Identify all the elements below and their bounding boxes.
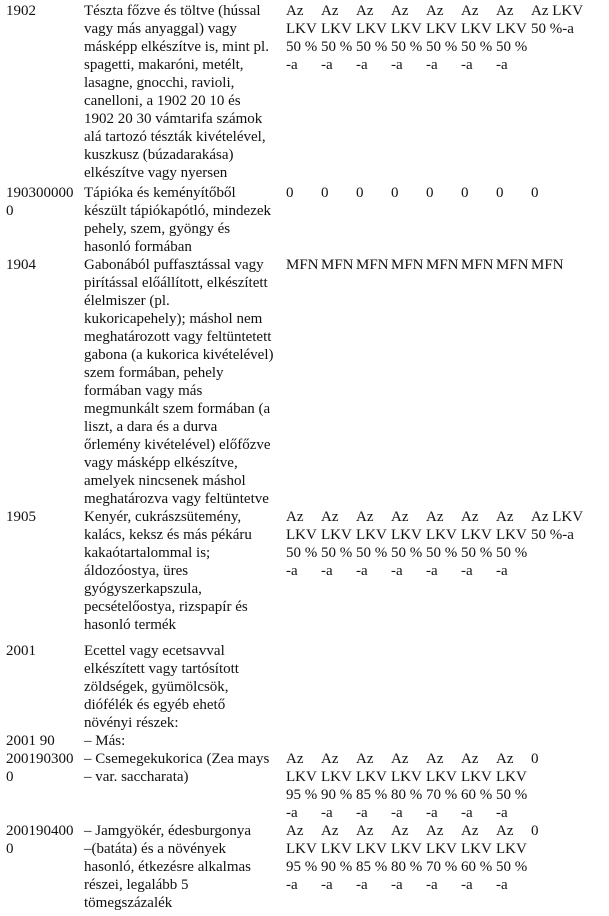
text-line: Tápióka és keményítőből xyxy=(84,185,236,201)
text-line: 70 % xyxy=(426,787,458,803)
rate-cell xyxy=(461,822,492,894)
text-line: LKV xyxy=(321,527,352,543)
rate-cell xyxy=(356,822,387,894)
tariff-description xyxy=(84,184,284,256)
rate-cell xyxy=(391,508,422,580)
text-line: Az xyxy=(496,751,514,767)
text-line: 0 xyxy=(531,185,539,201)
text-line: 50 % xyxy=(461,545,493,561)
rate-cell xyxy=(496,508,527,580)
tariff-description xyxy=(84,2,284,182)
text-line: -a xyxy=(496,57,508,73)
text-line: Az xyxy=(461,751,479,767)
text-line: – Jamgyökér, édesburgonya xyxy=(84,823,251,839)
text-line: 1902 xyxy=(6,3,36,19)
text-line: Az LKV xyxy=(531,3,584,19)
text-line: LKV xyxy=(496,841,527,857)
text-line: megmunkált szem formában (a xyxy=(84,401,271,417)
text-line: kalács, keksz és más pékáru xyxy=(84,527,252,543)
text-line: LKV xyxy=(286,527,317,543)
tariff-description xyxy=(84,732,284,750)
text-line: hasonló termék xyxy=(84,617,177,633)
text-line: pehely, szem, gyöngy és xyxy=(84,221,231,237)
text-line: Az xyxy=(356,3,374,19)
text-line: -a xyxy=(461,877,473,893)
text-line: LKV xyxy=(321,841,352,857)
tariff-description xyxy=(84,750,284,786)
text-line: Az xyxy=(321,509,339,525)
text-line: tömegszázalék xyxy=(84,895,173,911)
text-line: Az xyxy=(461,823,479,839)
rate-cell xyxy=(426,2,457,74)
text-line: -a xyxy=(321,805,333,821)
rate-cell xyxy=(286,508,317,580)
text-line: -a xyxy=(286,563,298,579)
text-line: 0 xyxy=(531,823,539,839)
rate-cell xyxy=(461,750,492,822)
text-line: formában vagy más xyxy=(84,383,203,399)
text-line: Az xyxy=(426,751,444,767)
rate-cell xyxy=(356,750,387,822)
rate-cell xyxy=(531,822,539,840)
rate-cell xyxy=(321,2,352,74)
text-line: Az xyxy=(391,823,409,839)
text-line: vagy másképp elkészítve, xyxy=(84,455,238,471)
text-line: 50 % xyxy=(496,39,528,55)
text-line: 50 % xyxy=(496,787,528,803)
text-line: LKV xyxy=(461,527,492,543)
text-line: 90 % xyxy=(321,787,353,803)
text-line: -a xyxy=(391,57,403,73)
text-line: Az xyxy=(321,751,339,767)
text-line: meghatározott vagy feltüntetett xyxy=(84,329,272,345)
text-line: -a xyxy=(356,563,368,579)
text-line: részei, legalább 5 xyxy=(84,877,189,893)
text-line: Az LKV xyxy=(531,509,584,525)
rate-cell xyxy=(391,184,399,202)
rate-cell xyxy=(426,184,434,202)
text-line: Az xyxy=(321,823,339,839)
rate-cell xyxy=(496,2,527,74)
text-line: -a xyxy=(426,57,438,73)
text-line: LKV xyxy=(426,527,457,543)
text-line: 1905 xyxy=(6,509,36,525)
text-line: növényi részek: xyxy=(84,715,179,731)
rate-cell xyxy=(496,256,529,274)
text-line: MFN xyxy=(426,257,459,273)
text-line: spagetti, makaróni, metélt, xyxy=(84,57,244,73)
text-line: -a xyxy=(496,563,508,579)
rate-cell xyxy=(321,508,352,580)
text-line: Az xyxy=(426,823,444,839)
text-line: -a xyxy=(496,805,508,821)
text-line: 95 % xyxy=(286,859,318,875)
text-line: – var. saccharata) xyxy=(84,769,189,785)
text-line: szem formában, pehely xyxy=(84,365,224,381)
text-line: -a xyxy=(461,57,473,73)
rate-cell xyxy=(496,184,504,202)
text-line: 2001 90 xyxy=(6,733,55,749)
text-line: LKV xyxy=(426,841,457,857)
text-line: 50 % xyxy=(391,39,423,55)
text-line: -a xyxy=(496,877,508,893)
text-line: LKV xyxy=(286,769,317,785)
text-line: 80 % xyxy=(391,787,423,803)
text-line: elkészítve vagy nyersen xyxy=(84,165,228,181)
text-line: -a xyxy=(321,563,333,579)
text-line: LKV xyxy=(496,21,527,37)
text-line: 50 % xyxy=(321,545,353,561)
text-line: -a xyxy=(286,57,298,73)
text-line: 50 % xyxy=(426,545,458,561)
text-line: 50 % xyxy=(496,545,528,561)
text-line: pecsételőostya, rizspapír és xyxy=(84,599,248,615)
text-line: 50 % xyxy=(426,39,458,55)
text-line: MFN xyxy=(321,257,354,273)
text-line: 50 % xyxy=(391,545,423,561)
text-line: kakaótartalommal is; xyxy=(84,545,211,561)
text-line: -a xyxy=(356,57,368,73)
text-line: Az xyxy=(286,3,304,19)
text-line: 0 xyxy=(461,185,469,201)
rate-cell xyxy=(286,750,317,822)
text-line: LKV xyxy=(356,527,387,543)
tariff-description xyxy=(84,508,284,634)
tariff-code xyxy=(6,732,84,750)
text-line: 0 xyxy=(6,203,14,219)
text-line: 1902 20 30 vámtarifa számok xyxy=(84,111,263,127)
text-line: vagy más anyaggal) vagy xyxy=(84,21,237,37)
text-line: LKV xyxy=(286,841,317,857)
text-line: amelyek nincsenek máshol xyxy=(84,473,246,489)
text-line: 95 % xyxy=(286,787,318,803)
text-line: 60 % xyxy=(461,787,493,803)
rate-cell xyxy=(426,822,457,894)
text-line: -a xyxy=(356,877,368,893)
text-line: hasonló, étkezésre alkalmas xyxy=(84,859,252,875)
text-line: készült tápiókapótló, mindezek xyxy=(84,203,272,219)
text-line: Kenyér, cukrászsütemény, xyxy=(84,509,242,525)
text-line: LKV xyxy=(391,527,422,543)
text-line: diófélék és egyéb ehető xyxy=(84,697,226,713)
text-line: MFN xyxy=(496,257,529,273)
text-line: Az xyxy=(286,751,304,767)
text-line: MFN xyxy=(286,257,319,273)
text-line: 90 % xyxy=(321,859,353,875)
text-line: -a xyxy=(426,805,438,821)
rate-cell xyxy=(391,2,422,74)
text-line: 85 % xyxy=(356,859,388,875)
text-line: 50 % xyxy=(496,859,528,875)
text-line: liszt, a dara és a durva xyxy=(84,419,218,435)
text-line: -a xyxy=(286,805,298,821)
rate-cell xyxy=(391,256,424,274)
text-line: 50 %-a xyxy=(531,527,574,543)
text-line: Az xyxy=(496,823,514,839)
text-line: 70 % xyxy=(426,859,458,875)
text-line: Gabonából puffasztással vagy xyxy=(84,257,264,273)
text-line: 0 xyxy=(496,185,504,201)
text-line: gabona (a kukorica kivételével) xyxy=(84,347,274,363)
text-line: LKV xyxy=(321,21,352,37)
text-line: Az xyxy=(461,509,479,525)
text-line: -a xyxy=(356,805,368,821)
tariff-code xyxy=(6,642,84,660)
text-line: LKV xyxy=(391,21,422,37)
rate-cell xyxy=(426,256,459,274)
tariff-code xyxy=(6,256,84,274)
text-line: Az xyxy=(391,3,409,19)
rate-cell xyxy=(356,2,387,74)
rate-cell xyxy=(496,750,527,822)
text-line: 200190400 xyxy=(6,823,74,839)
text-line: zöldségek, gyümölcsök, xyxy=(84,679,229,695)
text-line: 50 %-a xyxy=(531,21,574,37)
rate-cell xyxy=(321,256,354,274)
text-line: Az xyxy=(286,509,304,525)
text-line: -a xyxy=(426,563,438,579)
text-line: 200190300 xyxy=(6,751,74,767)
text-line: másképp elkészítve is, mint pl. xyxy=(84,39,269,55)
text-line: 0 xyxy=(286,185,294,201)
rate-cell xyxy=(496,822,527,894)
tariff-code xyxy=(6,750,84,786)
text-line: -a xyxy=(391,877,403,893)
rate-cell xyxy=(461,256,494,274)
text-line: canelloni, a 1902 20 10 és xyxy=(84,93,241,109)
rate-cell xyxy=(531,750,539,768)
rate-cell xyxy=(531,184,539,202)
text-line: MFN xyxy=(461,257,494,273)
text-line: -a xyxy=(461,805,473,821)
tariff-description xyxy=(84,642,284,732)
text-line: LKV xyxy=(496,527,527,543)
text-line: LKV xyxy=(391,769,422,785)
tariff-code xyxy=(6,822,84,858)
tariff-description xyxy=(84,256,284,508)
text-line: 0 xyxy=(356,185,364,201)
text-line: LKV xyxy=(321,769,352,785)
text-line: 85 % xyxy=(356,787,388,803)
text-line: kuszkusz (búzadarakása) xyxy=(84,147,234,163)
text-line: 50 % xyxy=(286,545,318,561)
text-line: 50 % xyxy=(356,39,388,55)
text-line: 0 xyxy=(531,751,539,767)
tariff-description xyxy=(84,822,284,912)
text-line: 0 xyxy=(391,185,399,201)
text-line: – Csemegekukorica (Zea mays xyxy=(84,751,270,767)
rate-cell xyxy=(321,822,352,894)
text-line: LKV xyxy=(356,769,387,785)
text-line: Az xyxy=(286,823,304,839)
rate-cell xyxy=(426,508,457,580)
tariff-code xyxy=(6,184,84,220)
text-line: LKV xyxy=(286,21,317,37)
text-line: LKV xyxy=(461,769,492,785)
text-line: 0 xyxy=(426,185,434,201)
text-line: -a xyxy=(391,563,403,579)
text-line: alá tartozó tészták kivételével, xyxy=(84,129,266,145)
text-line: 1904 xyxy=(6,257,36,273)
text-line: 190300000 xyxy=(6,185,74,201)
rate-cell xyxy=(286,184,294,202)
text-line: -a xyxy=(321,877,333,893)
text-line: LKV xyxy=(496,769,527,785)
text-line: Az xyxy=(391,509,409,525)
text-line: –(batáta) és a növények xyxy=(84,841,227,857)
text-line: Az xyxy=(356,823,374,839)
text-line: Az xyxy=(426,3,444,19)
text-line: 80 % xyxy=(391,859,423,875)
text-line: LKV xyxy=(461,21,492,37)
rate-cell xyxy=(461,508,492,580)
rate-cell xyxy=(286,256,319,274)
text-line: Az xyxy=(356,751,374,767)
rate-cell xyxy=(531,2,583,38)
rate-cell xyxy=(461,2,492,74)
text-line: őrlemény kivételével) előfőzve xyxy=(84,437,271,453)
text-line: 50 % xyxy=(286,39,318,55)
text-line: Az xyxy=(496,509,514,525)
text-line: Az xyxy=(356,509,374,525)
rate-cell xyxy=(461,184,469,202)
tariff-code xyxy=(6,508,84,526)
text-line: -a xyxy=(426,877,438,893)
text-line: kukoricapehely); máshol nem xyxy=(84,311,263,327)
text-line: MFN xyxy=(356,257,389,273)
text-line: -a xyxy=(461,563,473,579)
tariff-code xyxy=(6,2,84,20)
text-line: 50 % xyxy=(321,39,353,55)
text-line: Az xyxy=(426,509,444,525)
text-line: élelmiszer (pl. xyxy=(84,293,170,309)
text-line: -a xyxy=(321,57,333,73)
rate-cell xyxy=(356,184,364,202)
text-line: pirítással előállított, elkészített xyxy=(84,275,268,291)
text-line: LKV xyxy=(426,21,457,37)
text-line: LKV xyxy=(356,841,387,857)
text-line: -a xyxy=(286,877,298,893)
text-line: meghatározva vagy feltüntetve xyxy=(84,491,269,507)
rate-cell xyxy=(531,256,564,274)
text-line: Az xyxy=(321,3,339,19)
rate-cell xyxy=(321,184,329,202)
rate-cell xyxy=(426,750,457,822)
text-line: LKV xyxy=(426,769,457,785)
text-line: 0 xyxy=(6,841,14,857)
text-line: áldozóostya, üres xyxy=(84,563,189,579)
text-line: elkészített vagy tartósított xyxy=(84,661,239,677)
text-line: -a xyxy=(391,805,403,821)
rate-cell xyxy=(286,2,317,74)
text-line: 60 % xyxy=(461,859,493,875)
rate-cell xyxy=(391,822,422,894)
rate-cell xyxy=(286,822,317,894)
text-line: LKV xyxy=(356,21,387,37)
text-line: gyógyszerkapszula, xyxy=(84,581,202,597)
rate-cell xyxy=(356,508,387,580)
text-line: 0 xyxy=(321,185,329,201)
text-line: hasonló formában xyxy=(84,239,192,255)
rate-cell xyxy=(321,750,352,822)
text-line: Az xyxy=(496,3,514,19)
text-line: Az xyxy=(391,751,409,767)
text-line: 0 xyxy=(6,769,14,785)
text-line: – Más: xyxy=(84,733,126,749)
text-line: 2001 xyxy=(6,643,36,659)
text-line: Az xyxy=(461,3,479,19)
rate-cell xyxy=(531,508,583,544)
text-line: MFN xyxy=(531,257,564,273)
text-line: Tészta főzve és töltve (hússal xyxy=(84,3,261,19)
text-line: MFN xyxy=(391,257,424,273)
rate-cell xyxy=(391,750,422,822)
text-line: LKV xyxy=(391,841,422,857)
text-line: LKV xyxy=(461,841,492,857)
text-line: Ecettel vagy ecetsavval xyxy=(84,643,225,659)
text-line: 50 % xyxy=(461,39,493,55)
text-line: 50 % xyxy=(356,545,388,561)
text-line: lasagne, gnocchi, ravioli, xyxy=(84,75,235,91)
rate-cell xyxy=(356,256,389,274)
